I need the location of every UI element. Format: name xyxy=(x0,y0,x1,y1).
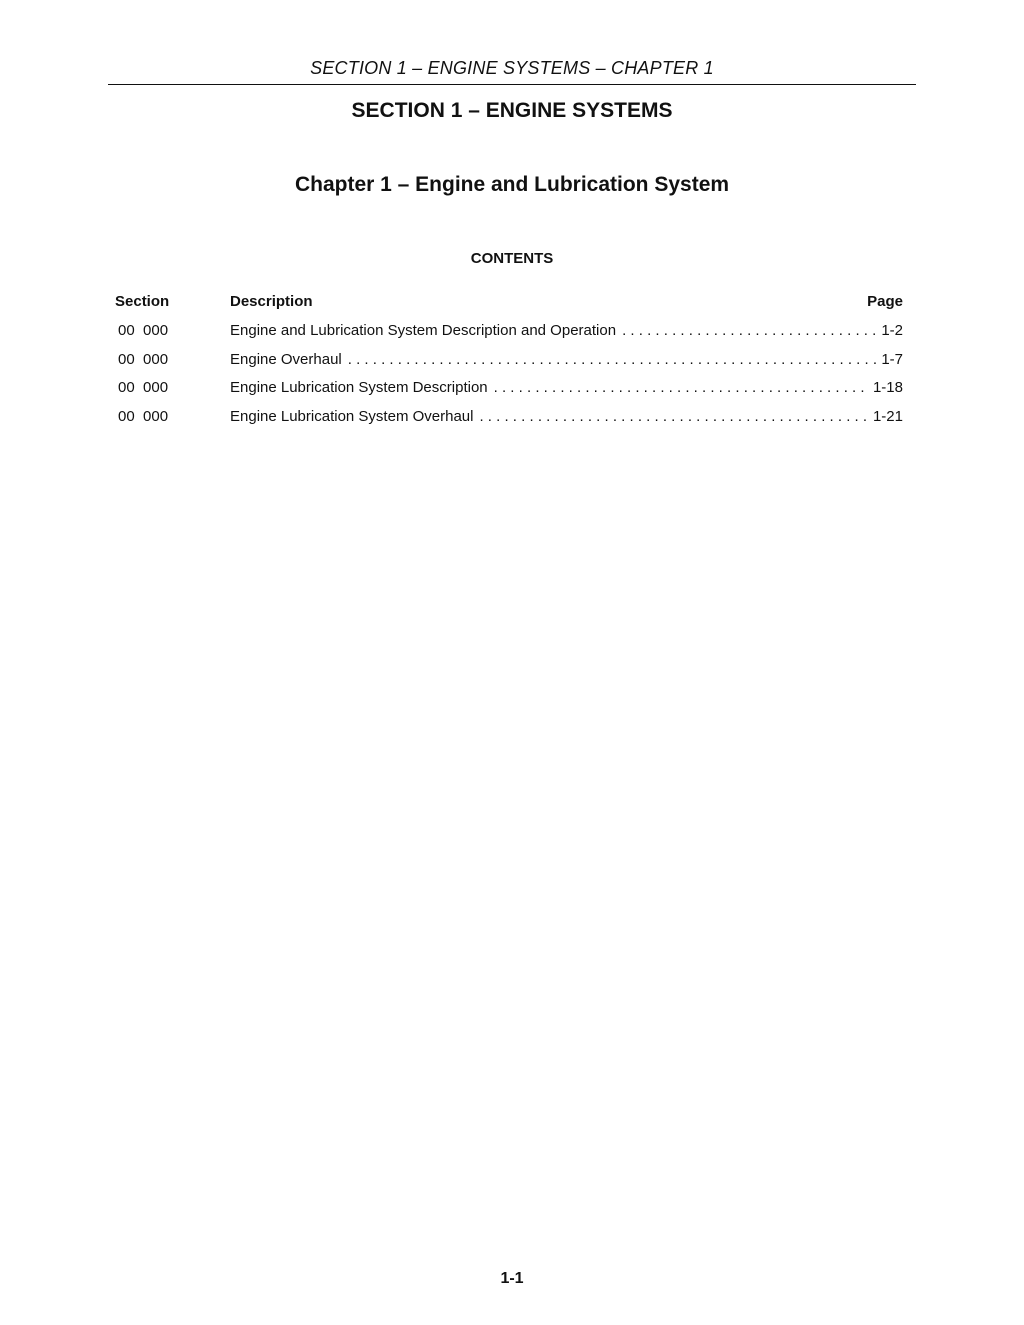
toc-page-number: 1-18 xyxy=(872,379,903,396)
toc-dot-leader xyxy=(494,377,869,399)
toc-dot-leader xyxy=(348,349,878,371)
toc-description: Engine Lubrication System Overhaul xyxy=(230,408,474,425)
toc-section-code: 00 000 xyxy=(118,322,169,339)
section-title: SECTION 1 – ENGINE SYSTEMS xyxy=(351,99,673,122)
toc-dot-leader xyxy=(479,406,869,428)
toc-row[interactable] xyxy=(115,320,903,342)
toc-dot-leader xyxy=(622,320,877,342)
toc-section-code: 00 000 xyxy=(118,408,169,425)
toc-page-number: 1-2 xyxy=(881,322,903,339)
footer-page-number: 1-1 xyxy=(500,1270,524,1287)
toc-header-page: Page xyxy=(867,293,903,310)
toc-header-row xyxy=(115,291,903,313)
toc-section-code: 00 000 xyxy=(118,379,169,396)
toc-entry xyxy=(230,377,903,399)
toc-entry xyxy=(230,406,903,428)
running-header: SECTION 1 – ENGINE SYSTEMS – CHAPTER 1 xyxy=(310,58,714,78)
toc-row[interactable] xyxy=(115,349,903,371)
toc-row[interactable] xyxy=(115,406,903,428)
toc-header-description-cell xyxy=(230,291,903,313)
contents-title: CONTENTS xyxy=(470,250,554,267)
toc-description: Engine Overhaul xyxy=(230,351,342,368)
toc-page-number: 1-21 xyxy=(872,408,903,425)
toc-header-section: Section xyxy=(115,293,170,310)
toc-header-description: Description xyxy=(230,293,313,310)
toc-entry xyxy=(230,320,903,342)
toc-section-code: 00 000 xyxy=(118,351,169,368)
toc-description: Engine and Lubrication System Description and Operation xyxy=(230,322,617,339)
chapter-title: Chapter 1 – Engine and Lubrication System xyxy=(294,173,730,196)
toc-page-number: 1-7 xyxy=(881,351,903,368)
toc-description: Engine Lubrication System Description xyxy=(230,379,488,396)
toc-entry xyxy=(230,349,903,371)
toc-row[interactable] xyxy=(115,377,903,399)
